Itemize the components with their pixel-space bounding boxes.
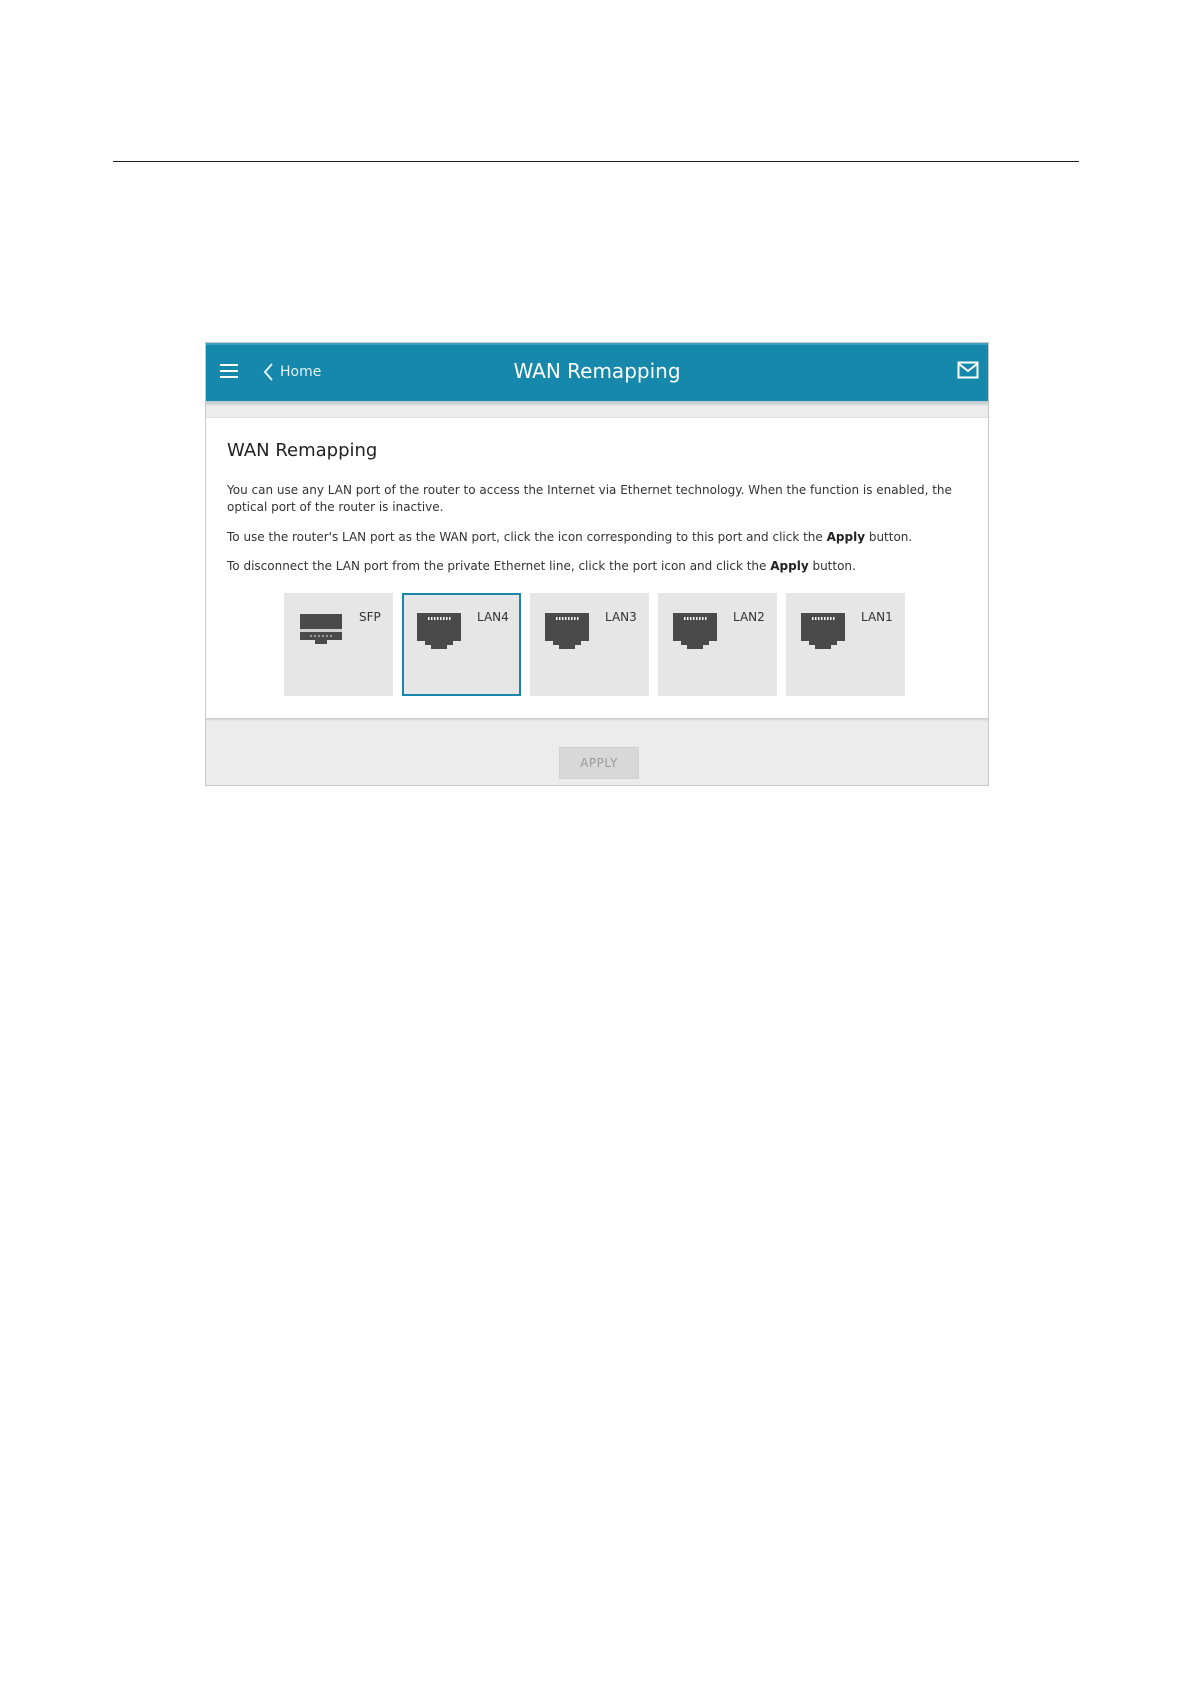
port-lan4[interactable] — [402, 593, 521, 696]
section-title: WAN Remapping — [227, 440, 378, 461]
ethernet-port-icon — [800, 610, 846, 650]
apply-button[interactable]: APPLY — [559, 747, 639, 779]
port-sfp[interactable] — [284, 593, 393, 696]
header-shadow — [206, 401, 988, 406]
back-home-label: Home — [280, 364, 322, 380]
description-text: You can use any LAN port of the router to access the Internet via Ethernet technology. When the function is enabled, the optical port of the router is inactive. — [227, 483, 952, 514]
ethernet-port-icon — [544, 610, 590, 650]
wan-remapping-card — [206, 417, 988, 719]
top-bar — [206, 343, 988, 401]
ethernet-port-icon — [672, 610, 718, 650]
port-label: LAN4 — [477, 610, 509, 624]
port-lan2[interactable] — [658, 593, 777, 696]
port-label: LAN2 — [733, 610, 765, 624]
sfp-port-icon — [298, 610, 344, 650]
port-lan1[interactable] — [786, 593, 905, 696]
router-ui-window — [205, 342, 989, 786]
instruction-enable: To use the router's LAN port as the WAN port, click the icon corresponding to this port and click the Apply button. — [227, 530, 913, 544]
ethernet-port-icon — [416, 610, 462, 650]
page-title: WAN Remapping — [513, 359, 681, 383]
port-label: LAN3 — [605, 610, 637, 624]
port-label: SFP — [359, 610, 381, 624]
instruction-disable: To disconnect the LAN port from the private Ethernet line, click the port icon and click the Apply button. — [227, 559, 856, 573]
port-lan3[interactable] — [530, 593, 649, 696]
page-divider — [113, 161, 1079, 162]
port-label: LAN1 — [861, 610, 893, 624]
mail-icon[interactable] — [957, 361, 979, 379]
